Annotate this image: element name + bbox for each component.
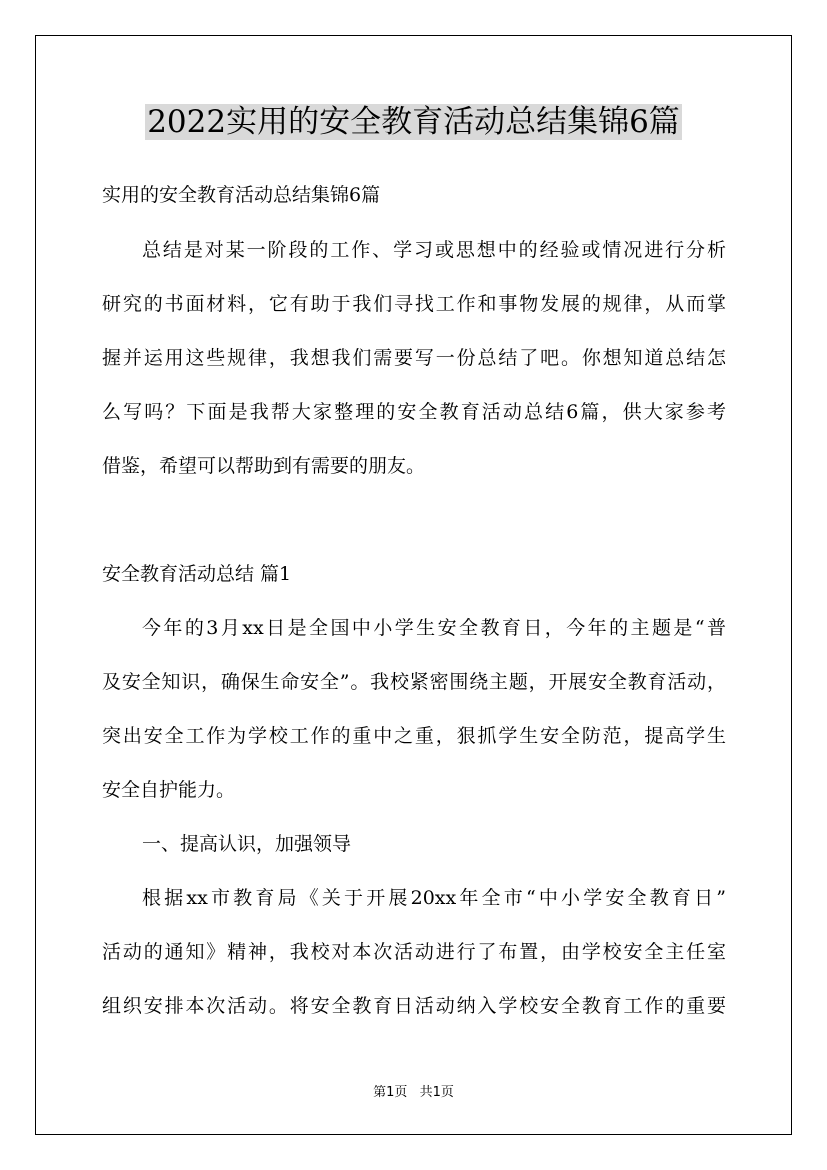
paragraph-line: 及安全知识，确保生命安全”。我校紧密围绕主题，开展安全教育活动， xyxy=(102,671,726,693)
paragraph-line: 总结是对某一阶段的工作、学习或思想中的经验或情况进行分析 xyxy=(142,239,726,261)
page-total: 共1页 xyxy=(419,1085,454,1100)
section-heading: 安全教育活动总结 篇1 xyxy=(102,563,292,585)
paragraph-line: 研究的书面材料，它有助于我们寻找工作和事物发展的规律，从而掌 xyxy=(102,293,726,315)
page-footer xyxy=(0,1084,827,1102)
paragraph-line: 活动的通知》精神，我校对本次活动进行了布置，由学校安全主任室 xyxy=(102,941,726,963)
paragraph-line: 安全自护能力。 xyxy=(102,779,236,801)
paragraph-line: 组织安排本次活动。将安全教育日活动纳入学校安全教育工作的重要 xyxy=(102,995,726,1017)
subtitle-line: 实用的安全教育活动总结集锦6篇 xyxy=(102,184,381,206)
document-title xyxy=(0,100,827,144)
paragraph-line: 借鉴，希望可以帮助到有需要的朋友。 xyxy=(102,455,426,477)
paragraph-line: 根据xx市教育局《关于开展20xx年全市“中小学安全教育日” xyxy=(142,887,726,909)
paragraph-line: 突出安全工作为学校工作的重中之重，狠抓学生安全防范，提高学生 xyxy=(102,725,726,747)
paragraph-line: 今年的3月xx日是全国中小学生安全教育日，今年的主题是“普 xyxy=(142,617,726,639)
subsection-heading: 一、提高认识，加强领导 xyxy=(142,833,352,855)
paragraph-line: 么写吗？下面是我帮大家整理的安全教育活动总结6篇，供大家参考 xyxy=(102,401,726,423)
document-title-text: 2022实用的安全教育活动总结集锦6篇 xyxy=(147,104,680,140)
page-number: 第1页 xyxy=(373,1085,408,1100)
paragraph-line: 握并运用这些规律，我想我们需要写一份总结了吧。你想知道总结怎 xyxy=(102,347,726,369)
